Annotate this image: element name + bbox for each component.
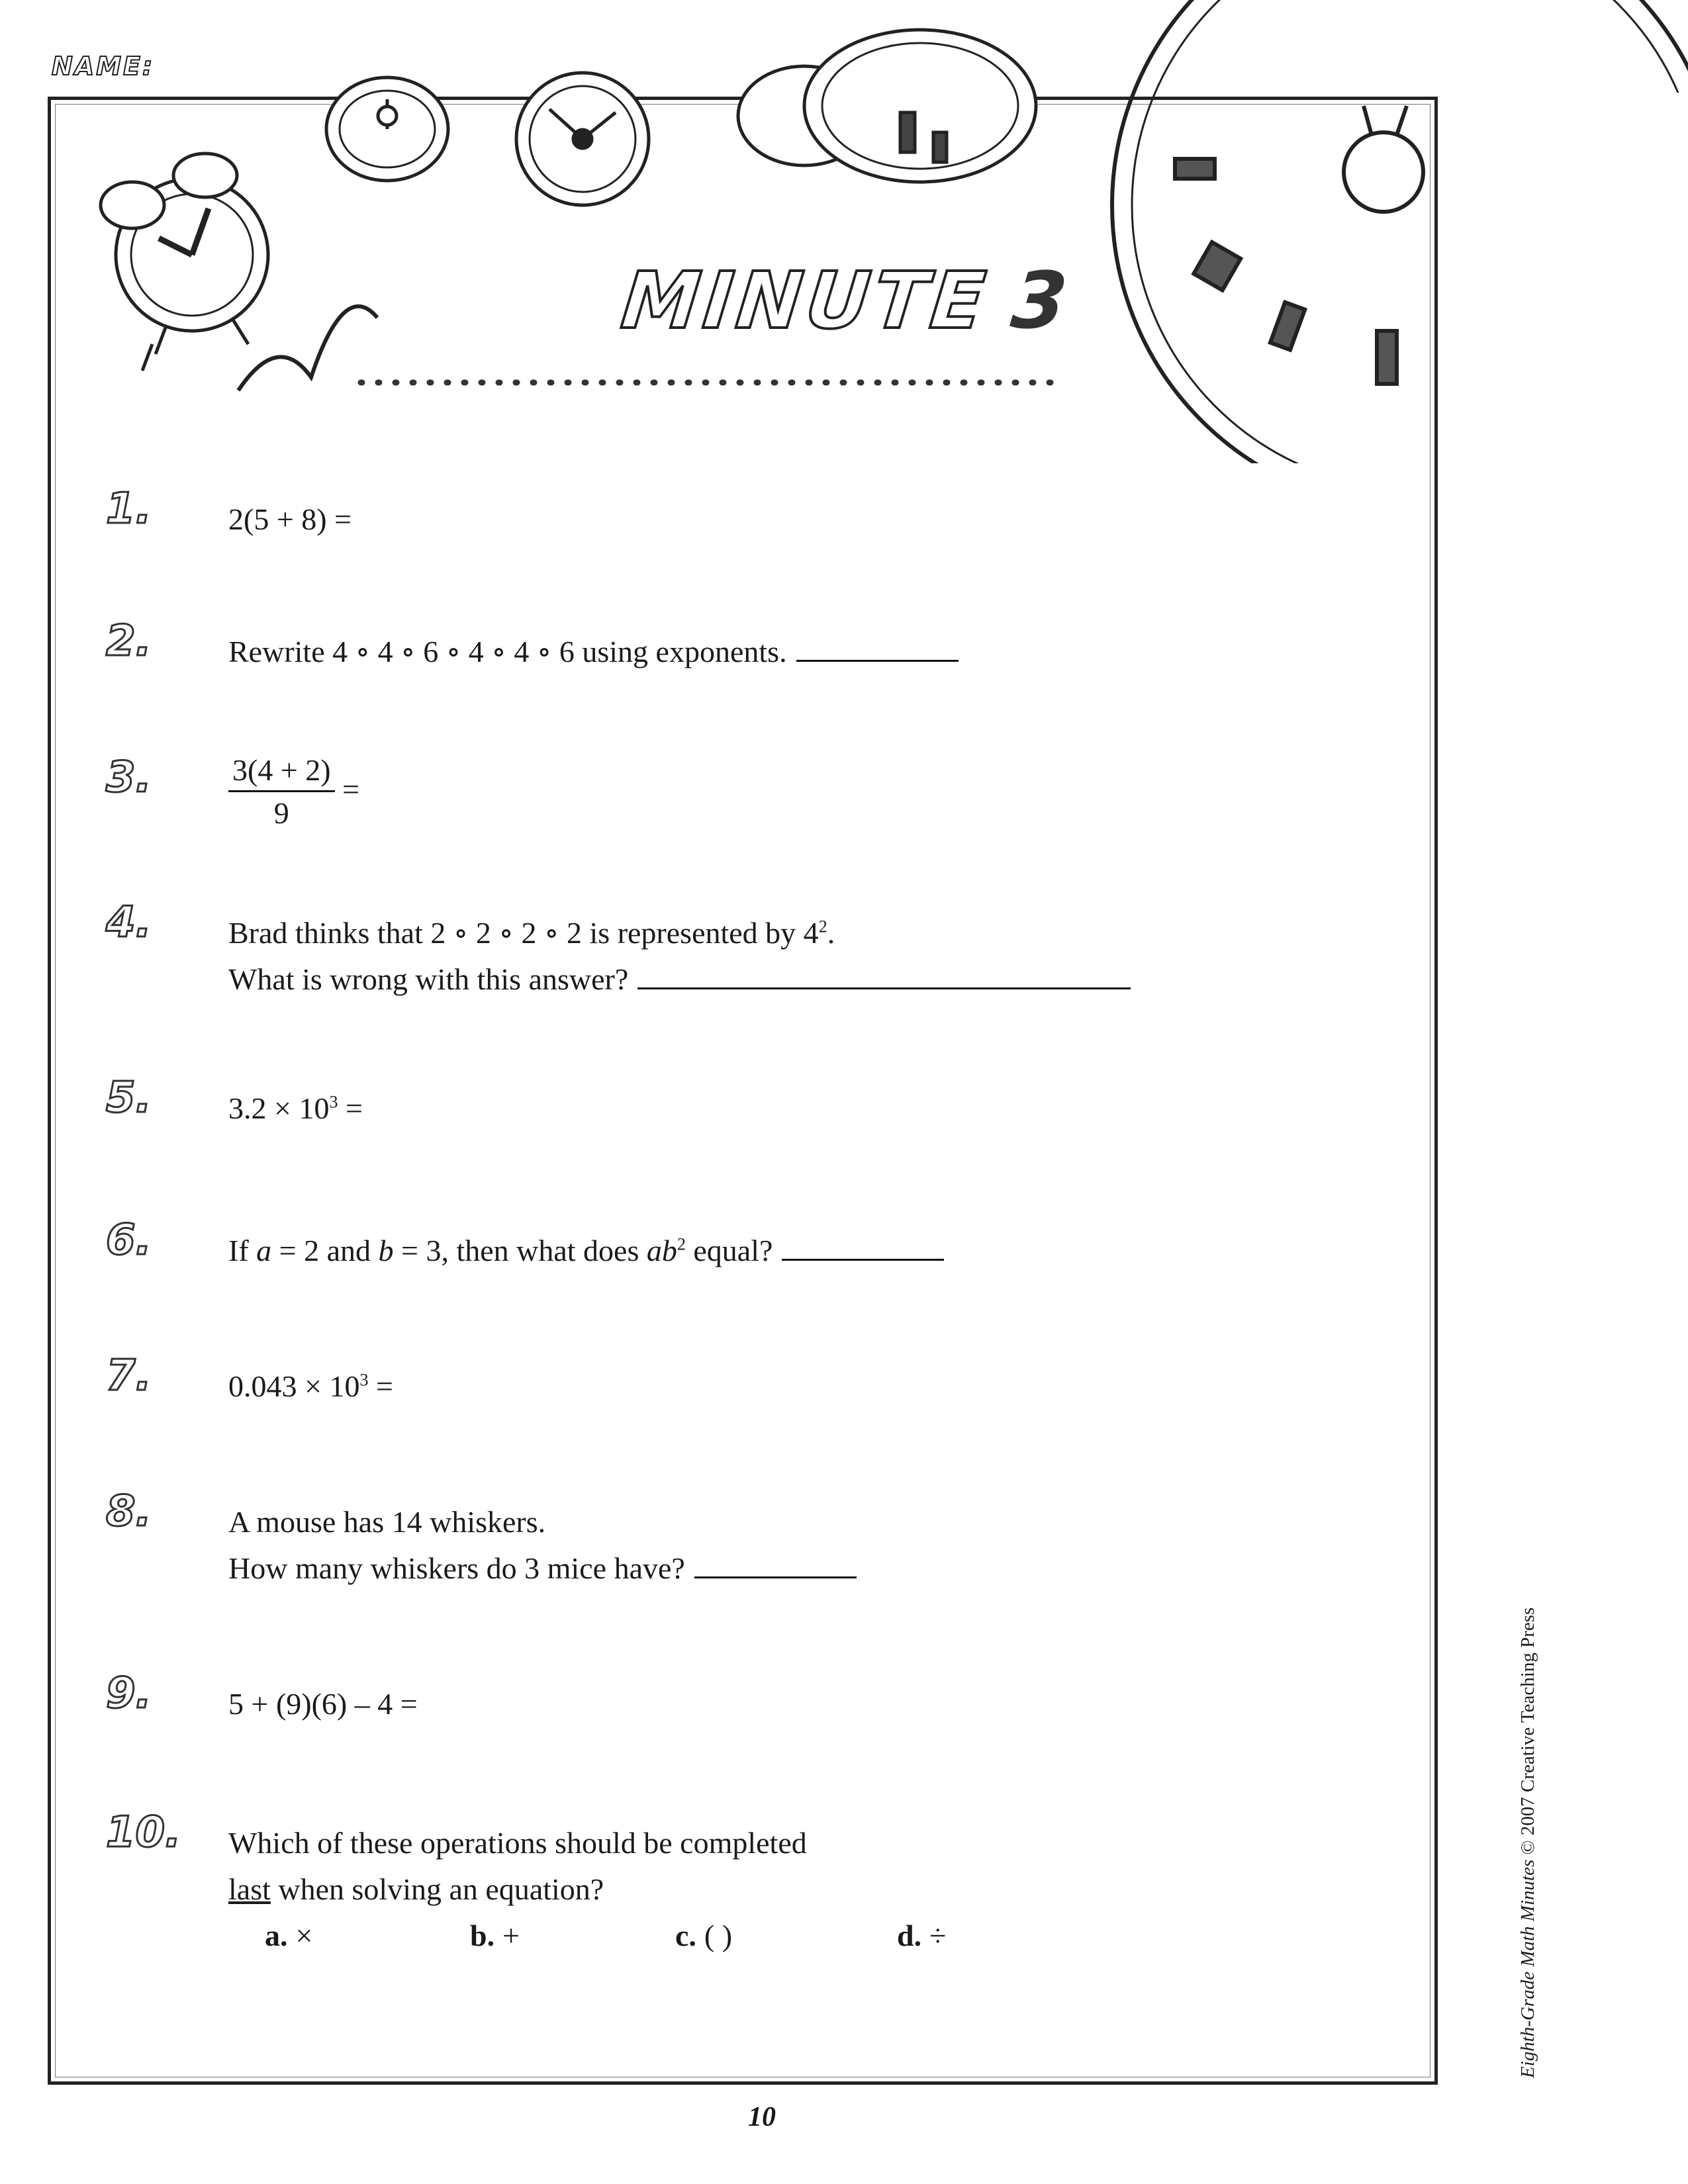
question-number: 3. — [106, 753, 152, 802]
name-label: NAME: — [52, 52, 155, 81]
title-number: 3 — [1007, 255, 1076, 346]
small-clock-icon — [738, 30, 1036, 182]
question-line-2: last when solving an equation? — [228, 1872, 604, 1906]
small-clock-icon — [516, 73, 649, 205]
question-number: 8. — [106, 1487, 152, 1536]
question-number: 6. — [106, 1216, 152, 1265]
question-text: $0.043 \times 10^3$ = — [228, 1369, 393, 1403]
question-number: 2. — [106, 617, 152, 666]
question-number: 7. — [106, 1351, 152, 1400]
question-line-2: What is wrong with this answer? — [228, 962, 629, 996]
small-clock-icon — [326, 77, 448, 181]
question-line-1: A mouse has 14 whiskers. — [228, 1505, 546, 1539]
question-text: $3.2 \times 10^3$ = — [228, 1091, 363, 1125]
page-number: 10 — [748, 2102, 776, 2132]
question-number: 4. — [106, 898, 152, 947]
question-line-2: How many whiskers do 3 mice have? — [228, 1551, 685, 1585]
question-line-1: Brad thinks that 2 ∘ 2 ∘ 2 ∘ 2 is represented by $4^2$. — [228, 916, 835, 950]
copyright-credit: Eighth-Grade Math Minutes © 2007 Creative Teaching Press — [1517, 1607, 1538, 2078]
question-number: 5. — [106, 1073, 152, 1122]
question-text: 5 + (9)(6) – 4 = — [228, 1687, 418, 1721]
question-number: 1. — [106, 484, 152, 533]
question-number: 10. — [106, 1808, 181, 1857]
fraction-numerator: 3(4 + 2) — [228, 751, 335, 792]
answer-blank[interactable] — [782, 1230, 944, 1261]
title-word: MINUTE — [617, 255, 994, 346]
answer-blank[interactable] — [694, 1547, 857, 1578]
choice-c[interactable]: c. ( ) — [675, 1919, 733, 1952]
alarm-clock-icon — [101, 154, 377, 390]
question-text: Rewrite 4 ∘ 4 ∘ 6 ∘ 4 ∘ 4 ∘ 6 using exponents. — [228, 635, 787, 668]
equals-sign: = — [342, 772, 360, 807]
answer-blank[interactable] — [796, 631, 959, 662]
question-number: 9. — [106, 1669, 152, 1718]
choice-a[interactable]: a. × — [265, 1919, 313, 1952]
question-line-1: Which of these operations should be completed — [228, 1826, 807, 1860]
clock-header-art — [0, 0, 1688, 463]
page-title — [618, 255, 1076, 346]
choice-d[interactable]: d. ÷ — [897, 1919, 947, 1952]
question-text: 2(5 + 8) = — [228, 502, 352, 536]
choice-b[interactable]: b. + — [470, 1919, 520, 1952]
answer-blank[interactable] — [637, 958, 1131, 989]
fraction — [228, 751, 335, 835]
fraction-denominator: 9 — [273, 796, 289, 830]
question-text: If a = 2 and b = 3, then what does $ab^2$ equal? — [228, 1228, 944, 1274]
